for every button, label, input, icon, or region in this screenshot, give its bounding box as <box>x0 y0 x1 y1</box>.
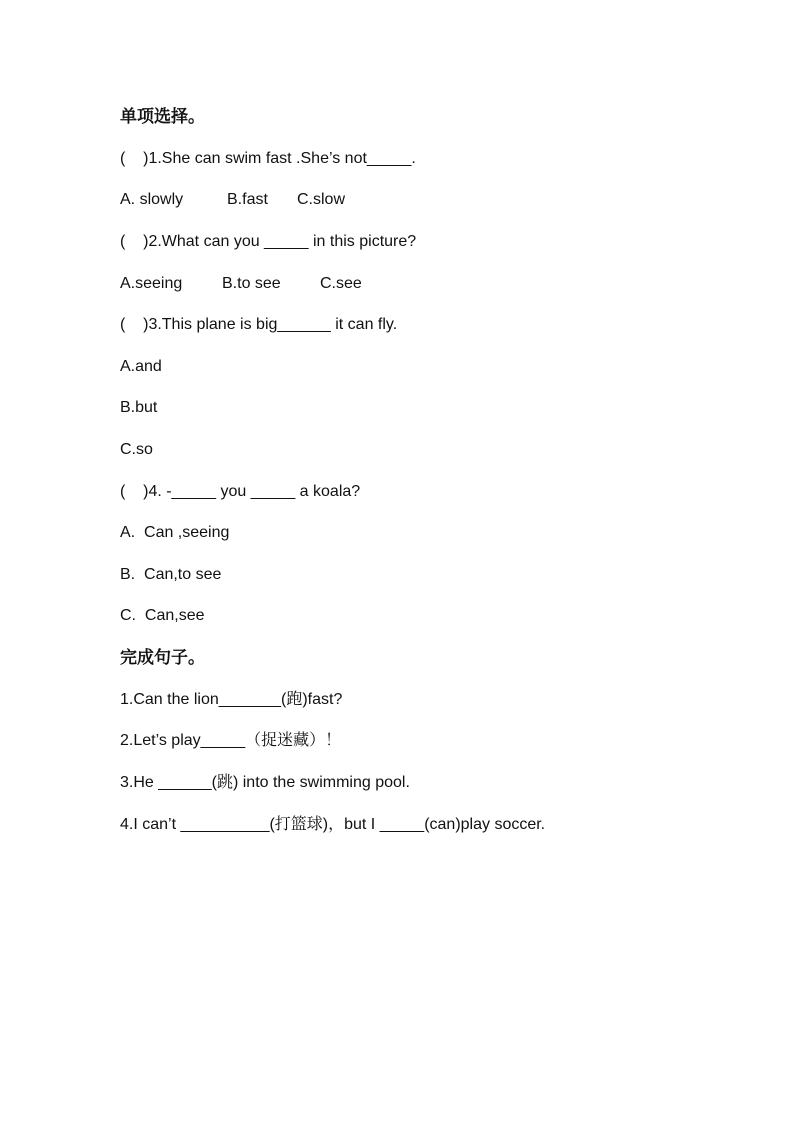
question-2-option-a: A.seeing <box>120 275 183 292</box>
question-1-option-b: B.fast <box>227 191 268 208</box>
question-2-stem: ( )2.What can you _____ in this picture? <box>120 233 417 250</box>
section-heading-complete-sentences: 完成句子。 <box>120 648 205 667</box>
question-4-stem: ( )4. -_____ you _____ a koala? <box>120 483 361 500</box>
question-3-option-b: B.but <box>120 399 158 416</box>
sentence-item-4: 4.I can’t __________(打篮球)，but I _____(can)play soccer. <box>120 816 546 833</box>
question-2-option-c: C.see <box>320 275 362 292</box>
question-4-option-a: A. Can ,seeing <box>120 524 230 541</box>
question-1-option-c: C.slow <box>297 191 346 208</box>
sentence-item-1: 1.Can the lion_______(跑)fast? <box>120 691 343 708</box>
question-2-option-b: B.to see <box>222 275 281 292</box>
sentence-item-3: 3.He ______(跳) into the swimming pool. <box>120 774 410 791</box>
question-3-option-c: C.so <box>120 441 153 458</box>
question-3-stem: ( )3.This plane is big______ it can fly. <box>120 316 398 333</box>
sentence-item-2: 2.Let’s play_____（捉迷藏）！ <box>120 732 342 749</box>
question-4-option-b: B. Can,to see <box>120 566 222 583</box>
question-1-stem: ( )1.She can swim fast .She’s not_____. <box>120 150 416 167</box>
question-3-option-a: A.and <box>120 358 162 375</box>
section-heading-multiple-choice: 单项选择。 <box>120 107 205 126</box>
question-4-option-c: C. Can,see <box>120 607 205 624</box>
question-1-option-a: A. slowly <box>120 191 184 208</box>
